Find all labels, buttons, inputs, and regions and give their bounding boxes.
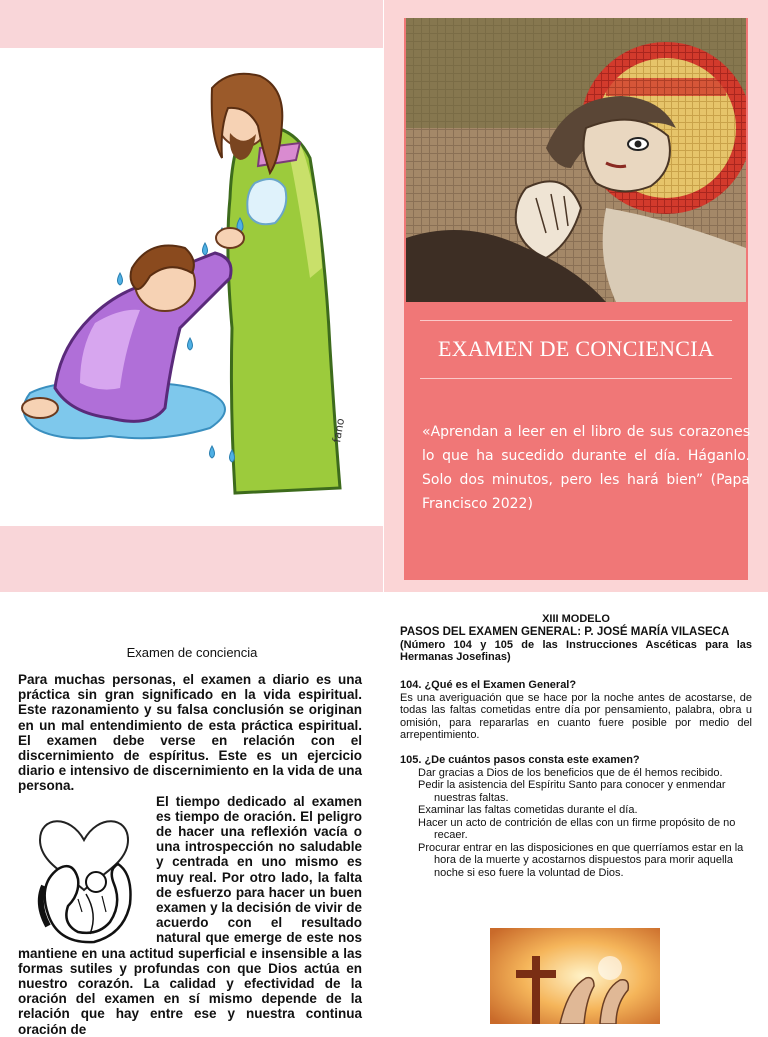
cover-panel [384,0,768,592]
step-item: Dar gracias a Dios de los beneficios que de él hemos recibido. [418,766,723,779]
model-heading [400,626,752,664]
question-105 [400,754,752,879]
question-104 [400,679,752,742]
jesus-washing-illustration [0,48,383,526]
title-rule-bottom [420,378,732,379]
heart-embrace-icon [18,794,150,944]
illustrator-signature: fano [330,417,348,444]
article-title: Examen de conciencia [126,645,258,660]
mosaic-image [406,18,746,302]
cover-inner [404,18,748,580]
title-rule-top [420,320,732,321]
article-body [18,672,362,1037]
top-pink-band [0,0,383,48]
model-heading-title: PASOS DEL EXAMEN GENERAL: P. JOSÉ MARÍA VILASECA [400,626,730,638]
bottom-pink-band [0,526,383,592]
washing-hands-illustration-icon [0,48,383,526]
article-page [0,592,384,1037]
mosaic-christ-icon [406,18,746,302]
question-104-text: Es una averiguación que se hace por la noche antes de acostarse, de todas las faltas cometidas entre día por pensamiento, palabra, obra u omisión, para repararlas en cuanto fuere posible por medio del arrepentimiento. [400,691,752,741]
step-item: Hacer un acto de contrición de ellas con un firme propósito de no recaer. [418,816,736,841]
step-item: Pedir la asistencia del Espíritu Santo para conocer y enmendar nuestras faltas. [418,779,726,804]
cover-quote: «Aprendan a leer en el libro de sus corazones lo que ha sucedido durante el día. Háganlo. Solo dos minutos, pero les hará bien” (Papa Francisco 2022) [422,424,750,512]
step-item: Examinar las faltas cometidas durante el día. [418,804,638,816]
heart-figure [18,794,150,944]
question-105-title: 105. ¿De cuántos pasos consta este examen? [400,754,640,766]
steps-list [400,767,752,880]
article-paragraph-2: El tiempo dedicado al examen es tiempo de oración. El peligro de hacer una reflexión vacía o una introspección no saludable y centrada en uno mismo es muy real. Por otro lado, la falta de esfuerzo para hacer un buen examen y la decisión de vivir de acuerdo con el resultado natural que emerge de este nos mantiene en una actitud superficial e insensible a las formas sutiles y profundas con que Dios actúa en nuestro corazón. La calidad y efectividad de la oración del examen en sí mismo depende de la relación que hay entre ese y nuestra continua oración de [18,793,362,1037]
model-label: XIII MODELO [542,613,610,625]
article-paragraph-1: Para muchas personas, el examen a diario es una práctica sin gran significado en la vida espiritual. Este razonamiento y su falsa conclusión se originan en un mal entendimiento de esta práctica espiritual. El examen debe verse en relación con el discernimiento de espíritus. Este es un ejercicio diario e intensivo de discernimiento en la vida de una persona. [18,672,362,794]
step-item: Procurar entrar en las disposiciones en que querríamos estar en la hora de la muerte y acostarnos dispuestos para morir aquella noche si eso fuere la voluntad de Dios. [418,841,744,879]
cover-title: EXAMEN DE CONCIENCIA [437,336,715,361]
model-page [384,592,768,1024]
praying-hands-cross-icon [490,928,660,1024]
model-heading-subtitle: (Número 104 y 105 de las Instrucciones Ascéticas para las Hermanas Josefinas) [400,638,752,663]
question-104-title: 104. ¿Qué es el Examen General? [400,679,577,691]
prayer-photo [490,928,660,1024]
